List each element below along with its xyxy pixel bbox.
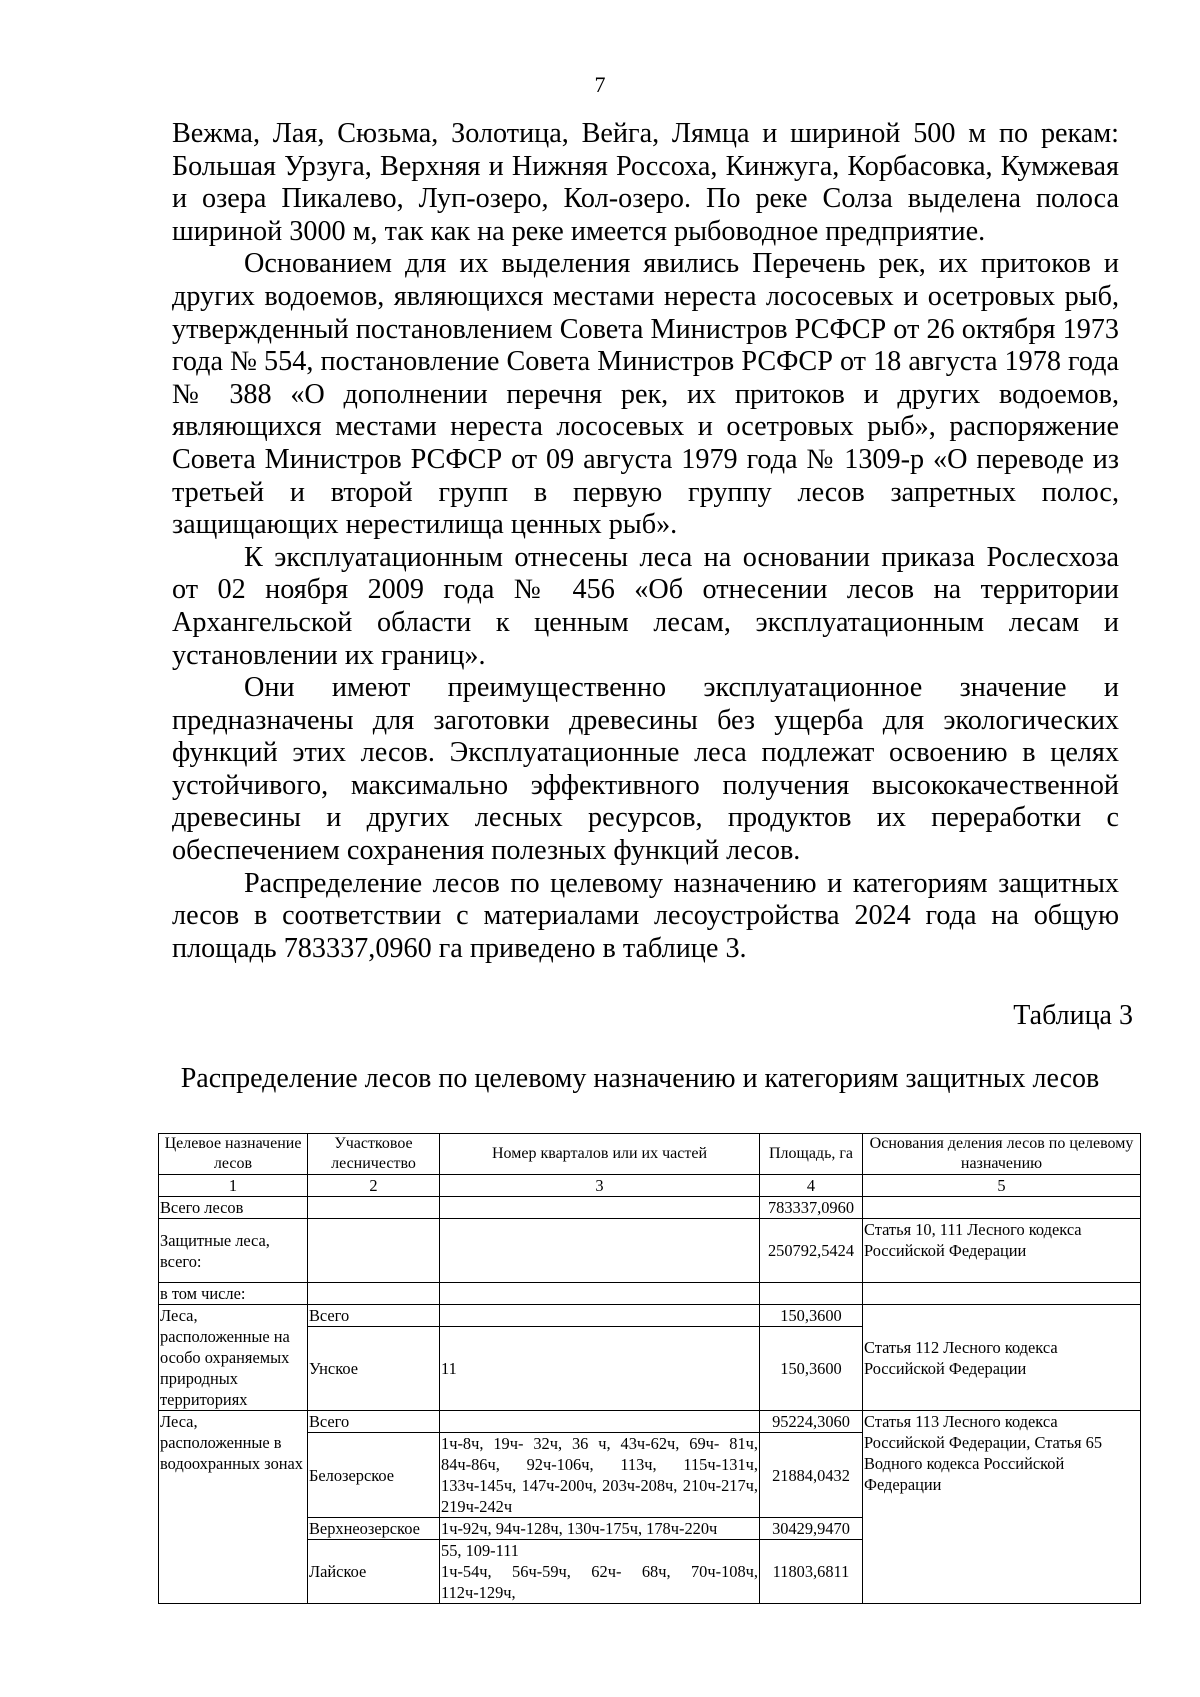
cell-basis: Статья 112 Лесного кодекса Российской Федерации	[863, 1305, 1141, 1411]
cell-area: 150,3600	[760, 1327, 863, 1411]
paragraph-3: К эксплуатационным отнесены леса на основании приказа Рослесхоза от 02 ноября 2009 года № 456 «Об отнесении лесов на территории Архангельской области к ценным лесам, эксплуатационным лесам и установлении их границ».	[172, 541, 1119, 671]
column-number: 5	[863, 1175, 1141, 1197]
cell-quarters: 11	[440, 1327, 760, 1411]
column-number-row	[159, 1175, 1141, 1197]
cell-area: 783337,0960	[760, 1197, 863, 1219]
cell-quarters	[440, 1540, 760, 1604]
cell-forestry: Всего	[308, 1411, 440, 1433]
table-row-protective	[159, 1219, 1141, 1283]
table-title: Распределение лесов по целевому назначению и категориям защитных лесов	[180, 1063, 1100, 1094]
column-number: 3	[440, 1175, 760, 1197]
table-row-including	[159, 1283, 1141, 1305]
cell-purpose: Защитные леса, всего:	[159, 1219, 308, 1283]
cell-purpose: Леса, расположенные в водоохранных зонах	[159, 1411, 308, 1604]
cell-quarters-line: 55, 109-111	[441, 1541, 519, 1560]
cell-purpose: Леса, расположенные на особо охраняемых природных территориях	[159, 1305, 308, 1411]
cell-forestry: Унское	[308, 1327, 440, 1411]
table-row-water-total	[159, 1411, 1141, 1433]
cell-area: 11803,6811	[760, 1540, 863, 1604]
cell-forestry: Белозерское	[308, 1433, 440, 1518]
header-quarters: Номер кварталов или их частей	[440, 1134, 760, 1175]
cell-area: 95224,3060	[760, 1411, 863, 1433]
body-text	[172, 118, 1119, 965]
table-row-oopt-total	[159, 1305, 1141, 1327]
cell-quarters: 1ч-92ч, 94ч-128ч, 130ч-175ч, 178ч-220ч	[440, 1518, 760, 1540]
table-caption: Таблица 3	[1013, 1000, 1133, 1031]
column-number: 1	[159, 1175, 308, 1197]
header-forestry: Участковое лесничество	[308, 1134, 440, 1175]
cell-purpose: в том числе:	[159, 1283, 308, 1305]
cell-quarters: 1ч-8ч, 19ч- 32ч, 36 ч, 43ч-62ч, 69ч- 81ч, 84ч-86ч, 92ч-106ч, 113ч, 115ч-131ч, 133ч-145ч, 147ч-200ч, 203ч-208ч, 210ч-217ч, 219ч-242ч	[441, 1434, 758, 1516]
cell-quarters-line: 1ч-54ч, 56ч-59ч, 62ч- 68ч, 70ч-108ч, 112ч-129ч,	[441, 1562, 758, 1602]
table-header-row	[159, 1134, 1141, 1175]
header-area: Площадь, га	[760, 1134, 863, 1175]
cell-basis: Статья 10, 111 Лесного кодекса Российской Федерации	[863, 1219, 1141, 1283]
cell-quarters	[440, 1411, 760, 1433]
cell-quarters	[440, 1305, 760, 1327]
cell-forestry: Верхнеозерское	[308, 1518, 440, 1540]
cell-area: 30429,9470	[760, 1518, 863, 1540]
cell-forestry: Всего	[308, 1305, 440, 1327]
header-purpose: Целевое назначение лесов	[159, 1134, 308, 1175]
paragraph-4: Они имеют преимущественно эксплуатационное значение и предназначены для заготовки древесины без ущерба для экологических функций этих лесов. Эксплуатационные леса подлежат освоению в целях устойчивого, максимально эффективного получения высококачественной древесины и других лесных ресурсов, продуктов их переработки с обеспечением сохранения полезных функций лесов.	[172, 672, 1119, 867]
cell-area: 21884,0432	[760, 1433, 863, 1518]
column-number: 4	[760, 1175, 863, 1197]
paragraph-1: Вежма, Лая, Сюзьма, Золотица, Вейга, Лямца и шириной 500 м по рекам: Большая Урзуга, Верхняя и Нижняя Россоха, Кинжуга, Корбасовка, Кумжевая и озера Пикалево, Луп-озеро, Кол-озеро. По реке Солза выделена полоса шириной 3000 м, так как на реке имеется рыбоводное предприятие.	[172, 118, 1119, 247]
cell-forestry: Лайское	[308, 1540, 440, 1604]
paragraph-2: Основанием для их выделения явились Перечень рек, их притоков и других водоемов, являющихся местами нереста лососевых и осетровых рыб, утвержденный постановлением Совета Министров РСФСР от 26 октября 1973 года № 554, постановление Совета Министров РСФСР от 18 августа 1978 года № 388 «О дополнении перечня рек, их притоков и других водоемов, являющихся местами нереста лососевых и осетровых рыб», распоряжение Совета Министров РСФСР от 09 августа 1979 года № 1309-р «О переводе из третьей и второй групп в первую группу лесов запретных полос, защищающих нерестилища ценных рыб».	[172, 248, 1119, 541]
cell-purpose: Всего лесов	[159, 1197, 308, 1219]
page-number: 7	[594, 72, 606, 97]
cell-area: 250792,5424	[760, 1219, 863, 1283]
forest-distribution-table	[158, 1133, 1141, 1604]
paragraph-5: Распределение лесов по целевому назначению и категориям защитных лесов в соответствии с материалами лесоустройства 2024 года на общую площадь 783337,0960 га приведено в таблице 3.	[172, 867, 1119, 964]
column-number: 2	[308, 1175, 440, 1197]
cell-basis: Статья 113 Лесного кодекса Российской Федерации, Статья 65 Водного кодекса Российской Федерации	[863, 1411, 1141, 1604]
cell-area: 150,3600	[760, 1305, 863, 1327]
header-basis: Основания деления лесов по целевому назначению	[863, 1134, 1141, 1175]
table-row-total	[159, 1197, 1141, 1219]
